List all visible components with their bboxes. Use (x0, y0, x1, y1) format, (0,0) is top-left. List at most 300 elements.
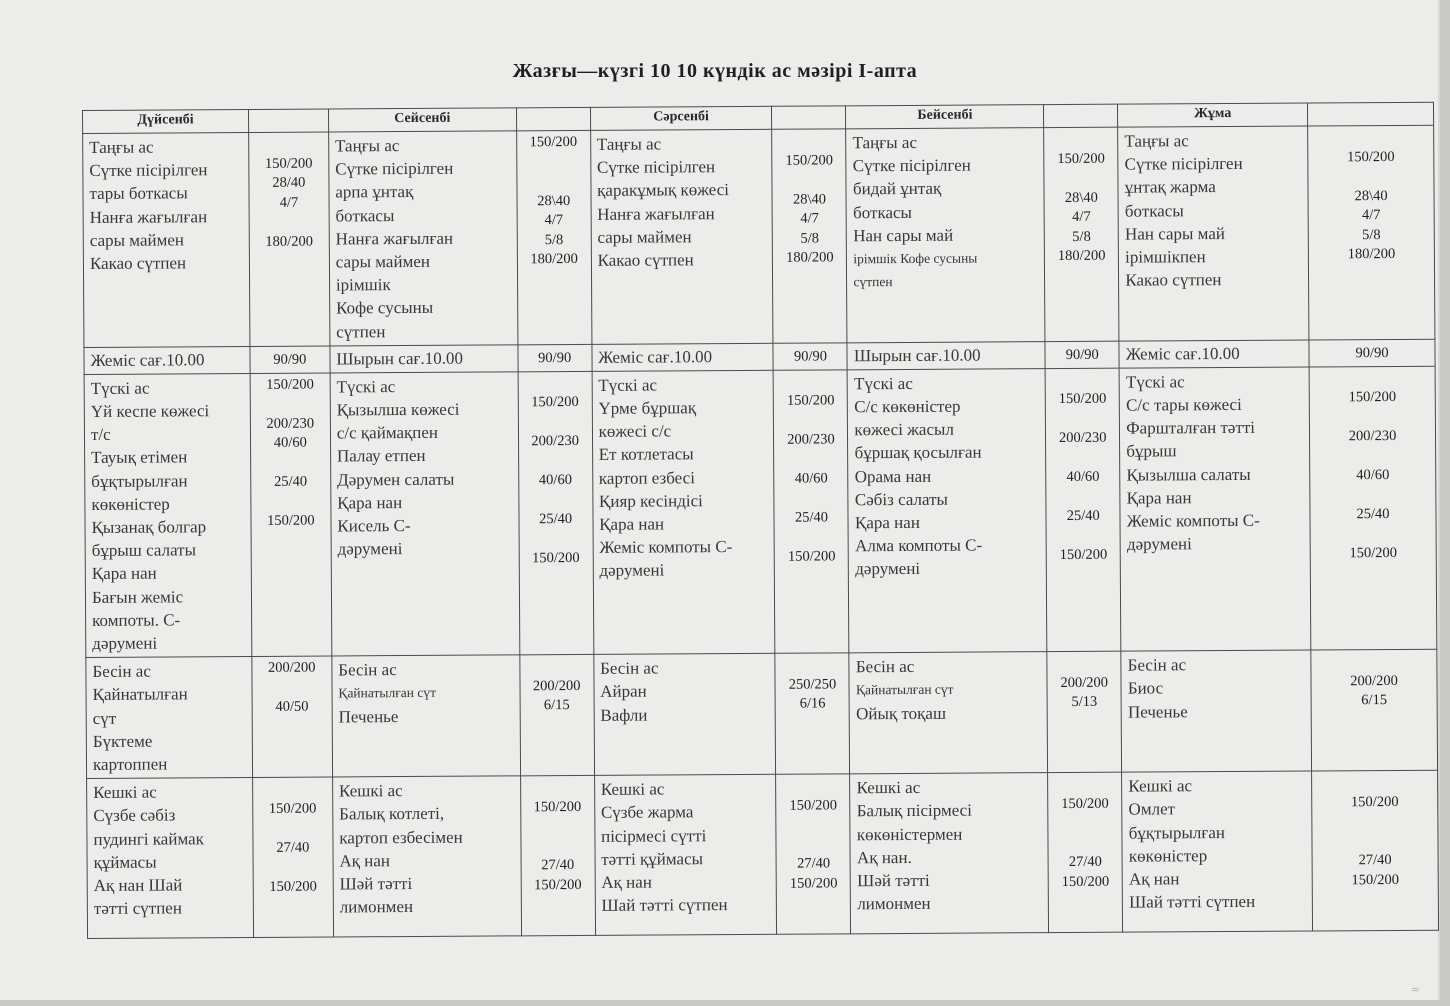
qty-line: 150/200 (531, 394, 579, 411)
page-title: Жазғы—күзгі 10 10 күндік ас мәзірі I-апта (512, 60, 918, 82)
dinner-dish (594, 775, 777, 936)
dish-line: Бесін ас (855, 657, 915, 677)
qty-line: 27/40 (1068, 854, 1102, 871)
dish-line: дәрумені (1126, 534, 1192, 554)
dish-line: Омлет (1128, 799, 1176, 820)
dish-line: Қара нан (599, 514, 665, 534)
lunch-dish (1119, 367, 1311, 652)
qty-line: 28\40 (537, 192, 571, 209)
dish-line: көкөністер (91, 494, 170, 514)
dish-line: Орама нан (854, 466, 932, 486)
qty-line: 40/60 (273, 434, 307, 452)
qty-line: 200/200 (267, 659, 316, 677)
qty-line: 4/7 (800, 210, 819, 227)
snack-qty: 90/90 (773, 343, 847, 370)
lunch-qty (518, 371, 594, 655)
dish-line: Сүзбе сәбіз (93, 805, 176, 826)
dish-line: Сүтке пісірілген (596, 157, 716, 178)
dish-line: көкөністермен (856, 824, 963, 844)
afternoon-dish (593, 654, 776, 776)
qty-line: 180/200 (265, 233, 313, 250)
qty-line: 6/16 (799, 695, 826, 712)
qty-line (781, 450, 842, 470)
dish-line: Кисель С- (337, 516, 411, 536)
qty-line (525, 413, 586, 433)
qty-line: 150/200 (1347, 148, 1395, 165)
dish-line: тәтті құймасы (601, 849, 704, 869)
dish-line: Бүктеме (92, 731, 153, 751)
dish-line: Кешкі ас (600, 779, 665, 800)
snack-qty: 90/90 (1045, 341, 1119, 368)
dish-line: Шай тәтті сүтпен (1129, 892, 1256, 912)
qty-header (1308, 102, 1434, 126)
day-header: Бейсенбі (846, 105, 1044, 129)
dish-line: бұрыш салаты (91, 540, 197, 561)
dish-line: Сүтке пісірілген (1124, 154, 1243, 174)
dish-line: ұнтақ жарма (1124, 177, 1216, 198)
qty-line (524, 374, 585, 394)
qty-line (259, 819, 326, 839)
dish-line: Нанға жағылған (335, 228, 454, 249)
dish-line: дәрумені (337, 539, 403, 559)
qty-line: 150/200 (1349, 545, 1398, 562)
breakfast-qty (516, 130, 591, 344)
qty-line (1050, 130, 1111, 150)
afternoon-qty (775, 653, 850, 774)
dish-line: картоппен (92, 754, 168, 775)
qty-line: 28\40 (1064, 189, 1098, 206)
dish-line: т/с (90, 425, 111, 445)
dish-line: дәрумені (599, 560, 665, 581)
dish-line: Ақ нан Шай (93, 875, 183, 896)
qty-line (527, 817, 588, 837)
snack-dish: Жеміс сағ.10.00 (84, 346, 250, 374)
dish-line: бұрыш (1126, 441, 1177, 462)
qty-line: 180/200 (786, 249, 834, 266)
qty-line (1054, 775, 1115, 795)
lunch-dish (592, 370, 776, 655)
day-header: Сәрсенбі (590, 106, 772, 130)
afternoon-row (86, 649, 1438, 778)
lunch-qty (1309, 366, 1437, 650)
lunch-qty (250, 373, 332, 657)
dinner-dish (1122, 771, 1313, 932)
dish-line: С/с көкөністер (854, 396, 961, 417)
qty-line: 150/200 (1061, 873, 1110, 890)
qty-line: 40/60 (1356, 467, 1390, 484)
dinner-qty (520, 776, 595, 936)
qty-line: 5/13 (1071, 694, 1098, 711)
qty-line: 40/60 (1066, 469, 1100, 486)
qty-line: 200/230 (787, 431, 835, 449)
dish-line: Түскі ас (598, 375, 658, 395)
dish-line: Ақ нан (601, 872, 652, 892)
qty-line (1316, 369, 1429, 389)
qty-line (1318, 812, 1431, 832)
qty-line: 150/200 (786, 392, 835, 410)
dish-line: компоты. С- (92, 610, 181, 630)
dish-line: пудингі каймак (93, 828, 204, 849)
qty-line: 150/200 (1061, 795, 1109, 812)
afternoon-dish (849, 652, 1048, 774)
dish-line: Бесін ас (599, 658, 659, 679)
qty-line: 150/200 (1351, 871, 1400, 889)
dish-line: Шәй тәтті (857, 870, 930, 891)
dinner-dish (87, 778, 254, 939)
breakfast-dish (846, 128, 1045, 343)
breakfast-dish (328, 131, 517, 346)
qty-line: 150/200 (1348, 389, 1397, 406)
qty-line: 27/40 (541, 857, 575, 874)
afternoon-qty (1047, 651, 1122, 772)
qty-line: 5/8 (1362, 226, 1381, 243)
dish-line: арпа ұнтақ (335, 182, 414, 202)
qty-line (1317, 652, 1430, 672)
dish-line: бұқтырылған (91, 471, 188, 491)
qty-line: 150/200 (787, 548, 836, 566)
qty-line (781, 489, 842, 509)
qty-line: 150/200 (1058, 391, 1107, 408)
qty-line: 27/40 (1358, 852, 1392, 869)
dish-line: Кешкі ас (856, 778, 921, 798)
qty-line: 40/60 (794, 470, 828, 487)
qty-line: 150/200 (269, 878, 317, 895)
dish-line: бидай ұнтақ (852, 179, 942, 199)
day-header: Сейсенбі (328, 108, 516, 132)
dish-line: Сүтке пісірілген (852, 155, 971, 176)
qty-line (1052, 410, 1113, 430)
breakfast-qty (249, 132, 330, 346)
dish-line: Нан сары май (1124, 223, 1226, 244)
afternoon-qty (1311, 649, 1438, 771)
qty-line: 200/200 (1350, 672, 1398, 690)
afternoon-dish (1121, 650, 1312, 772)
qty-line: 150/200 (266, 376, 314, 393)
qty-line: 27/40 (276, 839, 310, 856)
qty-line: 200/230 (1058, 430, 1107, 447)
dish-line: Сүтке пісірілген (89, 160, 208, 181)
breakfast-qty (1044, 127, 1119, 341)
dish-line: ірімшік (335, 275, 391, 295)
qty-line (1055, 833, 1116, 853)
qty-line: 150/200 (267, 512, 315, 530)
qty-line: 25/40 (1356, 506, 1390, 523)
dish-line: Кешкі ас (338, 781, 403, 801)
qty-line: 6/15 (543, 697, 570, 714)
dish-line: тары боткасы (89, 183, 188, 204)
qty-line: 5/8 (1072, 228, 1091, 245)
dish-line: Тауық етімен (91, 447, 188, 468)
dish-line: боткасы (853, 202, 912, 222)
dish-line: Қызылша көжесі (336, 399, 460, 420)
dish-line: Ақ нан (339, 851, 391, 871)
breakfast-dish (1118, 126, 1309, 341)
dish-line: Қызылша салаты (1126, 464, 1251, 485)
dish-line: Палау етпен (336, 446, 426, 466)
dish-line: Шәй тәтті (339, 874, 413, 894)
dish-line: картоп езбесімен (339, 827, 463, 848)
dish-line: Ақ нан. (856, 847, 912, 868)
dish-line: құймасы (93, 852, 157, 872)
qty-line: 180/200 (1057, 247, 1106, 265)
qty-line (255, 135, 322, 155)
dish-line: Қайнатылған (92, 684, 188, 705)
qty-line (259, 858, 326, 878)
qty-line (527, 778, 588, 798)
breakfast-qty (1308, 125, 1435, 340)
qty-line: 27/40 (796, 855, 831, 872)
qty-line: 25/40 (274, 473, 308, 491)
dish-line: тәтті сүтпен (93, 898, 182, 919)
qty-line (1319, 832, 1432, 852)
qty-line: 28\40 (1354, 187, 1388, 204)
qty-line: 6/15 (1361, 692, 1388, 709)
dish-line: сүт (92, 708, 117, 728)
qty-line (1053, 488, 1114, 508)
dish-line: Қара нан (91, 564, 157, 584)
qty-header (772, 106, 846, 129)
dish-line: көкөністер (1128, 846, 1208, 866)
dish-line: Қызанақ болгар (91, 517, 207, 537)
qty-line: 150/200 (532, 550, 580, 567)
qty-line: 4/7 (279, 194, 299, 211)
qty-line: 150/200 (785, 151, 834, 169)
dish-line: Түскі ас (854, 373, 913, 394)
dish-line: Вафли (600, 705, 648, 725)
qty-line (780, 372, 841, 392)
qty-line (1053, 527, 1114, 547)
lunch-dish (84, 373, 252, 657)
qty-line (779, 131, 840, 151)
breakfast-row (83, 125, 1435, 347)
qty-line: 28/40 (272, 174, 306, 191)
snack-qty: 90/90 (518, 344, 592, 371)
dish-line: Фаршталған тәтті (1126, 418, 1256, 438)
qty-line: 150/200 (268, 800, 317, 817)
dinner-row (87, 771, 1439, 939)
qty-line (782, 656, 843, 676)
qty-line: 28\40 (792, 190, 827, 208)
dish-line: Бағын жеміс (91, 587, 184, 607)
qty-line (258, 678, 325, 698)
dish-line: Какао сүтпен (597, 250, 694, 270)
dish-line: Нан сары май (853, 225, 954, 246)
qty-line: 5/8 (800, 230, 820, 247)
qty-line (257, 395, 324, 415)
qty-line: 150/200 (534, 876, 582, 894)
dish-line: Түскі ас (90, 378, 150, 398)
dinner-qty (776, 774, 851, 934)
dish-line: Таңғы ас (89, 137, 154, 157)
dish-line: Сүтке пісірілген (335, 158, 454, 179)
afternoon-dish (86, 657, 253, 779)
dish-line: Биос (1127, 678, 1164, 699)
dish-line: боткасы (1124, 200, 1184, 221)
dish-line: Қара нан (337, 492, 403, 513)
qty-line: 150/200 (264, 155, 313, 172)
qty-line: 150/200 (533, 798, 582, 816)
dish-line: Үй кеспе көжесі (90, 401, 210, 421)
dish-line: Қайнатылған сүт (338, 685, 437, 701)
dish-line: Бесін ас (338, 660, 397, 680)
dish-line: Бесін ас (92, 661, 151, 682)
dinner-qty (1312, 771, 1439, 932)
qty-line: 4/7 (544, 212, 564, 229)
dish-line: сүтпен (336, 321, 386, 342)
qty-header (1044, 104, 1118, 127)
qty-header (248, 109, 328, 132)
qty-header (516, 107, 590, 130)
dish-line: Кофе сусыны (336, 298, 434, 318)
dish-line: Түскі ас (1125, 372, 1185, 392)
breakfast-dish (590, 129, 773, 344)
scan-mark: ≈ (1410, 983, 1420, 996)
dish-line: Нанға жағылған (597, 203, 715, 224)
dish-line: ірімшікпен (1125, 247, 1206, 267)
qty-line: 25/40 (539, 511, 573, 528)
qty-line (257, 492, 324, 512)
dinner-qty (1048, 772, 1123, 932)
dish-line: пісірмесі сүтті (601, 825, 707, 846)
dish-line: ірімшік Кофе сусыны (853, 250, 978, 267)
dish-line: Шай тәтті сүтпен (601, 895, 728, 916)
qty-line (1318, 773, 1431, 793)
snack-dish: Жеміс сағ.10.00 (1119, 340, 1309, 368)
lunch-dish (330, 372, 520, 657)
dish-line: қаракұмық көжесі (597, 180, 730, 201)
dish-line: Печенье (1127, 701, 1188, 722)
qty-line: 5/8 (544, 231, 564, 248)
dish-line: Балық пісірмесі (856, 801, 972, 821)
snack-dish: Жеміс сағ.10.00 (592, 343, 774, 371)
qty-line (780, 411, 841, 431)
breakfast-qty (772, 129, 847, 343)
qty-line (1316, 408, 1429, 428)
dish-line: Сәбіз салаты (854, 489, 948, 510)
qty-line (1055, 814, 1116, 834)
dish-line: бұршақ қосылған (854, 442, 982, 463)
snack-dish: Шырын сағ.10.00 (330, 345, 518, 373)
qty-line: 40/60 (538, 472, 572, 489)
qty-line (256, 213, 323, 233)
dish-line: Дәрумен салаты (337, 469, 455, 490)
qty-line: 250/250 (788, 676, 837, 693)
dish-line: С/с тары көжесі (1125, 394, 1242, 415)
dish-line: сүтпен (853, 274, 893, 290)
dish-line: сары маймен (89, 230, 185, 250)
dish-line: Жеміс компоты С- (599, 537, 733, 558)
qty-line (523, 172, 584, 192)
qty-line (1317, 525, 1430, 545)
qty-line: 150/200 (789, 797, 838, 814)
qty-line: 150/200 (529, 133, 578, 151)
day-header: Жұма (1118, 103, 1308, 127)
dish-line: Кешкі ас (93, 782, 157, 803)
qty-line (1314, 128, 1427, 148)
qty-line: 150/200 (1057, 150, 1105, 167)
dish-line: Қара нан (854, 512, 920, 533)
dinner-dish (850, 773, 1049, 934)
qty-line (783, 835, 844, 855)
lunch-qty (1045, 368, 1121, 652)
dish-line: лимонмен (339, 897, 414, 917)
dinner-dish (332, 776, 521, 937)
afternoon-dish (332, 655, 521, 777)
qty-line: 200/230 (1348, 428, 1397, 445)
dish-line: лимонмен (857, 894, 931, 914)
afternoon-qty (519, 655, 594, 776)
snack-qty: 90/90 (250, 346, 330, 373)
dish-line: Какао сүтпен (89, 253, 187, 273)
qty-line: 180/200 (530, 250, 578, 268)
qty-line (525, 452, 586, 472)
dish-line: Ақ нан (1128, 869, 1180, 889)
dish-line: көжесі с/с (598, 421, 672, 442)
qty-line: 150/200 (1350, 793, 1399, 811)
dish-line: дәрумені (855, 559, 921, 579)
dish-line: дәрумені (92, 633, 158, 654)
snack-dish: Шырын сағ.10.00 (847, 341, 1045, 369)
qty-line (525, 491, 586, 511)
qty-line: 25/40 (794, 509, 829, 526)
lunch-dish (848, 368, 1048, 653)
dish-line: Жеміс компоты С- (1126, 510, 1260, 531)
qty-line (779, 170, 840, 190)
qty-line: 200/200 (532, 677, 581, 695)
dish-line: Бесін ас (1127, 655, 1187, 675)
qty-line: 25/40 (1066, 508, 1100, 525)
qty-line (257, 453, 324, 473)
dish-line: Үрме бұршақ (598, 398, 697, 418)
qty-line (1051, 169, 1112, 189)
dish-line: Түскі ас (336, 376, 396, 397)
qty-line: 150/200 (1059, 547, 1108, 564)
dish-line: с/с қаймақпен (336, 423, 439, 443)
qty-line (1316, 486, 1429, 506)
qty-line (1054, 654, 1115, 674)
qty-line: 4/7 (1072, 208, 1091, 225)
qty-line (1052, 449, 1113, 469)
dish-line: Балық котлеті, (339, 804, 445, 824)
dish-line: Қайнатылған сүт (855, 682, 954, 698)
lunch-qty (774, 370, 850, 654)
qty-line: 200/200 (1060, 674, 1109, 691)
qty-line (525, 530, 586, 550)
dish-line: бұқтырылған (1128, 822, 1226, 843)
qty-line: 200/230 (266, 415, 315, 432)
dish-line: Кешкі ас (1128, 776, 1193, 796)
dish-line: Печенье (338, 706, 399, 727)
qty-line (1052, 371, 1113, 391)
dish-line: сары маймен (597, 227, 692, 247)
dish-line: Қара нан (1126, 488, 1192, 508)
qty-line: 150/200 (789, 875, 838, 892)
afternoon-qty (252, 656, 333, 778)
dish-line: Таңғы ас (596, 134, 662, 154)
dish-line: картоп езбесі (598, 467, 695, 488)
qty-line (1316, 447, 1429, 467)
qty-line (781, 528, 842, 548)
dish-line: Айран (600, 682, 647, 702)
qty-line: 40/50 (275, 698, 309, 716)
qty-line: 4/7 (1361, 207, 1381, 224)
dish-line: Таңғы ас (1124, 131, 1189, 151)
dish-line: көжесі жасыл (854, 419, 954, 440)
dish-line: Сүзбе жарма (600, 802, 694, 823)
qty-line (1314, 167, 1427, 187)
qty-line (783, 816, 844, 836)
dish-line: Нанға жағылған (89, 206, 208, 227)
